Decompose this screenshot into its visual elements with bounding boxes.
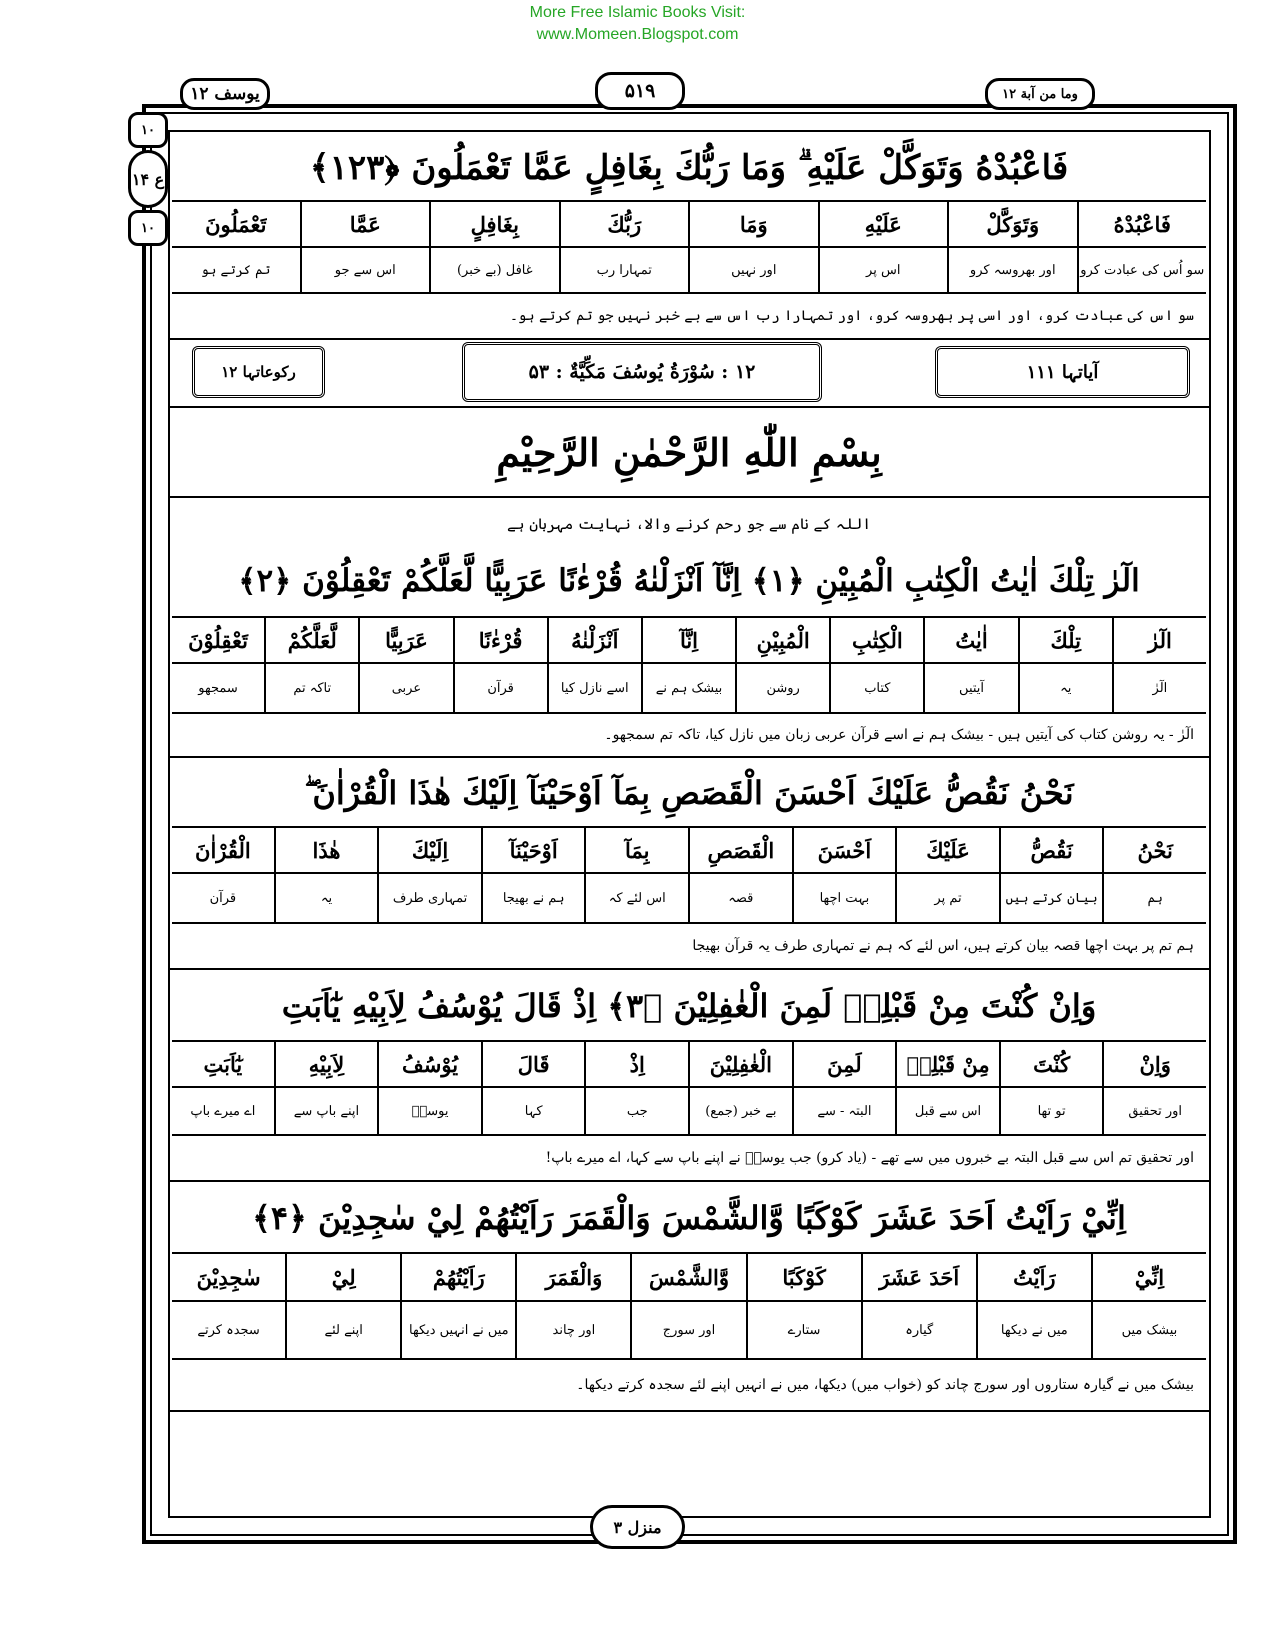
word-cell: عَرَبِيًّا	[358, 618, 452, 662]
ayah-3-4: وَاِنْ كُنْتَ مِنْ قَبْلِهٖ لَمِنَ الْغٰفِلِيْنَ ﴿۳﴾ اِذْ قَالَ يُوْسُفُ لِاَبِيْهِ يٰٓاَبَتِ	[281, 987, 1097, 1025]
margin-marker-top: ۱۰	[128, 112, 168, 148]
meaning-cell: تو تھا	[999, 1088, 1103, 1134]
word-cell: يُوْسُفُ	[377, 1042, 481, 1086]
meaning-cell: یہ	[274, 874, 378, 922]
meaning-cell: اور سورج	[630, 1302, 745, 1358]
word-cell: كَوْكَبًا	[746, 1254, 861, 1300]
word-cell: وَمَا	[688, 202, 818, 246]
translation-line: بیشک میں نے گیارہ ستاروں اور سورج چاند کو (خواب میں) دیکھا، میں نے انہیں اپنے لئے سجدہ کرتے دیکھا۔	[172, 1358, 1206, 1410]
meaning-cell: اپنے لئے	[285, 1302, 400, 1358]
banner-line-1: More Free Islamic Books Visit:	[529, 4, 746, 21]
word-cell: بِمَآ	[584, 828, 688, 872]
translation-line: ہم تم پر بہت اچھا قصہ بیان کرتے ہیں، اس لئے کہ ہم نے تمہاری طرف یہ قرآن بھیجا	[172, 922, 1206, 968]
word-row	[172, 1040, 1206, 1086]
banner-line-2[interactable]: www.Momeen.Blogspot.com	[536, 26, 739, 43]
meaning-cell: البتہ - سے	[792, 1088, 896, 1134]
meaning-cell: اور چاند	[515, 1302, 630, 1358]
word-cell: الْقُرْاٰنَ	[195, 837, 251, 863]
word-cell: قَالَ	[481, 1042, 585, 1086]
meaning-cell: اس پر	[818, 248, 948, 292]
translation-line: سو اس کی عبادت کرو، اور اسی پر بھروسہ کرو، اور تمہارا رب اس سے بے خبر نہیں جو تم کرتے ہو۔	[172, 292, 1206, 338]
meaning-cell: اس سے جو	[300, 248, 430, 292]
word-cell: يٰٓاَبَتِ	[203, 1051, 243, 1077]
meaning-cell: ستارے	[746, 1302, 861, 1358]
word-cell: الْغٰفِلِيْنَ	[688, 1042, 792, 1086]
word-cell: وَتَوَكَّلْ	[947, 202, 1077, 246]
word-cell: هٰذَا	[274, 828, 378, 872]
word-cell: بِغَافِلٍ	[429, 202, 559, 246]
meaning-cell: گیارہ	[861, 1302, 976, 1358]
meaning-cell: قرآن	[209, 890, 237, 906]
word-cell: لَمِنَ	[792, 1042, 896, 1086]
word-cell: وَالْقَمَرَ	[515, 1254, 630, 1300]
divider	[168, 1180, 1211, 1182]
word-row	[172, 1252, 1206, 1300]
header-surah-name: یوسف ۱۲	[180, 78, 270, 110]
divider	[168, 1410, 1211, 1412]
word-cell: اٰيٰتُ	[923, 618, 1017, 662]
meaning-cell: تاکہ تم	[264, 664, 358, 712]
word-cell: نَقُصُّ	[999, 828, 1103, 872]
meaning-cell: قصہ	[688, 874, 792, 922]
bismillah-translation: اللہ کے نام سے جو رحم کرنے والا، نہایت مہربان ہے	[506, 515, 872, 533]
meaning-cell: تم پر	[895, 874, 999, 922]
word-cell: الٓرٰ	[1112, 618, 1206, 662]
word-row	[172, 616, 1206, 662]
meaning-cell: اپنے باپ سے	[274, 1088, 378, 1134]
meaning-cell: میں نے انہیں دیکھا	[400, 1302, 515, 1358]
margin-marker-bottom: ۱۰	[128, 210, 168, 246]
word-cell: الْقَصَصِ	[688, 828, 792, 872]
meaning-cell: سو اُس کی عبادت کرو	[1077, 248, 1207, 292]
word-cell: اَحْسَنَ	[792, 828, 896, 872]
surah-title-box: ۱۲ : سُوْرَةُ يُوسُفَ مَكِّيَّةٌ : ۵۳	[462, 342, 822, 402]
word-cell: الْمُبِيْنِ	[735, 618, 829, 662]
page-number: ۵۱۹	[595, 72, 685, 110]
meaning-cell: بیان کرتے ہیں	[999, 874, 1103, 922]
meaning-cell: تمہاری طرف	[377, 874, 481, 922]
word-row	[172, 200, 1206, 246]
meaning-cell: اے میرے باپ	[190, 1103, 256, 1119]
word-cell: عَلَيْهِ	[818, 202, 948, 246]
word-cell: اَنْزَلْنٰهُ	[547, 618, 641, 662]
meaning-cell: اس لئے کہ	[584, 874, 688, 922]
word-cell: سٰجِدِيْنَ	[196, 1264, 261, 1290]
word-cell: عَمَّا	[300, 202, 430, 246]
meaning-cell: بہت اچھا	[792, 874, 896, 922]
word-cell: لِاَبِيْهِ	[274, 1042, 378, 1086]
word-cell: اِلَيْكَ	[377, 828, 481, 872]
meaning-cell: ہم نے بھیجا	[481, 874, 585, 922]
meaning-row	[172, 662, 1206, 712]
meaning-cell: تمہارا رب	[559, 248, 689, 292]
divider	[168, 756, 1211, 758]
divider	[168, 496, 1211, 498]
word-cell: وَّالشَّمْسَ	[630, 1254, 745, 1300]
divider	[168, 338, 1211, 340]
meaning-cell: اور نہیں	[688, 248, 818, 292]
meaning-cell: تم کرتے ہو	[201, 262, 271, 278]
meaning-cell: یہ	[1018, 664, 1112, 712]
word-cell: لِيْ	[285, 1254, 400, 1300]
word-cell: رَبُّكَ	[559, 202, 689, 246]
meaning-cell: بیشک میں	[1091, 1302, 1206, 1358]
word-row	[172, 826, 1206, 872]
header-para-name: وما من آبة ۱۲	[985, 78, 1095, 110]
word-cell: لَّعَلَّكُمْ	[264, 618, 358, 662]
ruku-marker: ع ۱۴	[128, 150, 168, 208]
word-cell: اَحَدَ عَشَرَ	[861, 1254, 976, 1300]
meaning-cell: سجدہ کرتے	[197, 1322, 260, 1338]
word-cell: الْكِتٰبِ	[829, 618, 923, 662]
meaning-cell: غافل (بے خبر)	[429, 248, 559, 292]
meaning-cell: بے خبر (جمع)	[688, 1088, 792, 1134]
word-cell: تَعْقِلُوْنَ	[188, 627, 248, 653]
word-cell: رَاَيْتُهُمْ	[400, 1254, 515, 1300]
word-cell: اِنَّآ	[641, 618, 735, 662]
meaning-row	[172, 1300, 1206, 1358]
meaning-cell: الٓرٰ	[1112, 664, 1206, 712]
manzil-marker: منزل ۳	[590, 1505, 685, 1549]
meaning-cell: اور بھروسہ کرو	[947, 248, 1077, 292]
word-cell: قُرْءٰنًا	[453, 618, 547, 662]
meaning-cell: کتاب	[829, 664, 923, 712]
meaning-cell: بیشک ہم نے	[641, 664, 735, 712]
meaning-cell: روشن	[735, 664, 829, 712]
meaning-cell: قرآن	[453, 664, 547, 712]
ayat-count-box: آیاتہا ۱۱۱	[935, 346, 1190, 398]
word-cell: فَاعْبُدْهُ	[1077, 202, 1207, 246]
word-cell: اِذْ	[584, 1042, 688, 1086]
divider	[168, 406, 1211, 408]
meaning-cell: یوسفؑ	[377, 1088, 481, 1134]
translation-line: الٓرٰ - یہ روشن کتاب کی آیتیں ہیں - بیشک ہم نے اسے قرآن عربی زبان میں نازل کیا، تاکہ تم سمجھو۔	[172, 712, 1206, 756]
meaning-cell: کہا	[481, 1088, 585, 1134]
meaning-cell: اسے نازل کیا	[547, 664, 641, 712]
word-cell: وَاِنْ	[1102, 1042, 1206, 1086]
meaning-cell: عربی	[358, 664, 452, 712]
meaning-row	[172, 246, 1206, 292]
word-cell: تَعْمَلُونَ	[205, 211, 267, 237]
meaning-cell: اس سے قبل	[895, 1088, 999, 1134]
word-cell: مِنْ قَبْلِهٖ	[895, 1042, 999, 1086]
meaning-cell: جب	[584, 1088, 688, 1134]
word-cell: تِلْكَ	[1018, 618, 1112, 662]
meaning-cell: سمجھو	[198, 680, 238, 696]
word-cell: اَوْحَيْنَآ	[481, 828, 585, 872]
ruku-count-box: رکوعاتہا ۱۲	[192, 346, 325, 398]
bismillah: بِسْمِ اللّٰهِ الرَّحْمٰنِ الرَّحِيْمِ	[496, 430, 882, 475]
ayah-1-2: الٓرٰ تِلْكَ اٰيٰتُ الْكِتٰبِ الْمُبِيْنِ ﴿۱﴾ اِنَّآ اَنْزَلْنٰهُ قُرْءٰنًا عَرَبِيًّا لَّعَلَّكُمْ تَعْقِلُوْنَ ﴿۲﴾	[238, 563, 1140, 599]
translation-line: اور تحقیق تم اس سے قبل البتہ بے خبروں میں سے تھے - (یاد کرو) جب یوسفؑ نے اپنے باپ سے کہا، اے میرے باپ!	[172, 1134, 1206, 1180]
word-cell: عَلَيْكَ	[895, 828, 999, 872]
word-cell: نَحْنُ	[1102, 828, 1206, 872]
ayah-123: فَاعْبُدْهُ وَتَوَكَّلْ عَلَيْهِ ۗ وَمَا رَبُّكَ بِغَافِلٍ عَمَّا تَعْمَلُونَ ﴿۱۲۳﴾	[309, 148, 1069, 188]
meaning-row	[172, 872, 1206, 922]
word-cell: كُنْتَ	[999, 1042, 1103, 1086]
word-cell: اِنِّيْ	[1091, 1254, 1206, 1300]
word-cell: رَاَيْتُ	[976, 1254, 1091, 1300]
meaning-cell: اور تحقیق	[1102, 1088, 1206, 1134]
meaning-cell: آیتیں	[923, 664, 1017, 712]
ayah-3-part: نَحْنُ نَقُصُّ عَلَيْكَ اَحْسَنَ الْقَصَصِ بِمَآ اَوْحَيْنَآ اِلَيْكَ هٰذَا الْقُرْاٰنَ ۖ	[304, 774, 1074, 812]
meaning-cell: میں نے دیکھا	[976, 1302, 1091, 1358]
divider	[168, 968, 1211, 970]
meaning-cell: ہم	[1102, 874, 1206, 922]
meaning-row	[172, 1086, 1206, 1134]
ayah-4: اِنِّيْ رَاَيْتُ اَحَدَ عَشَرَ كَوْكَبًا وَّالشَّمْسَ وَالْقَمَرَ رَاَيْتُهُمْ لِيْ سٰجِدِيْنَ ﴿۴﴾	[252, 1199, 1126, 1237]
